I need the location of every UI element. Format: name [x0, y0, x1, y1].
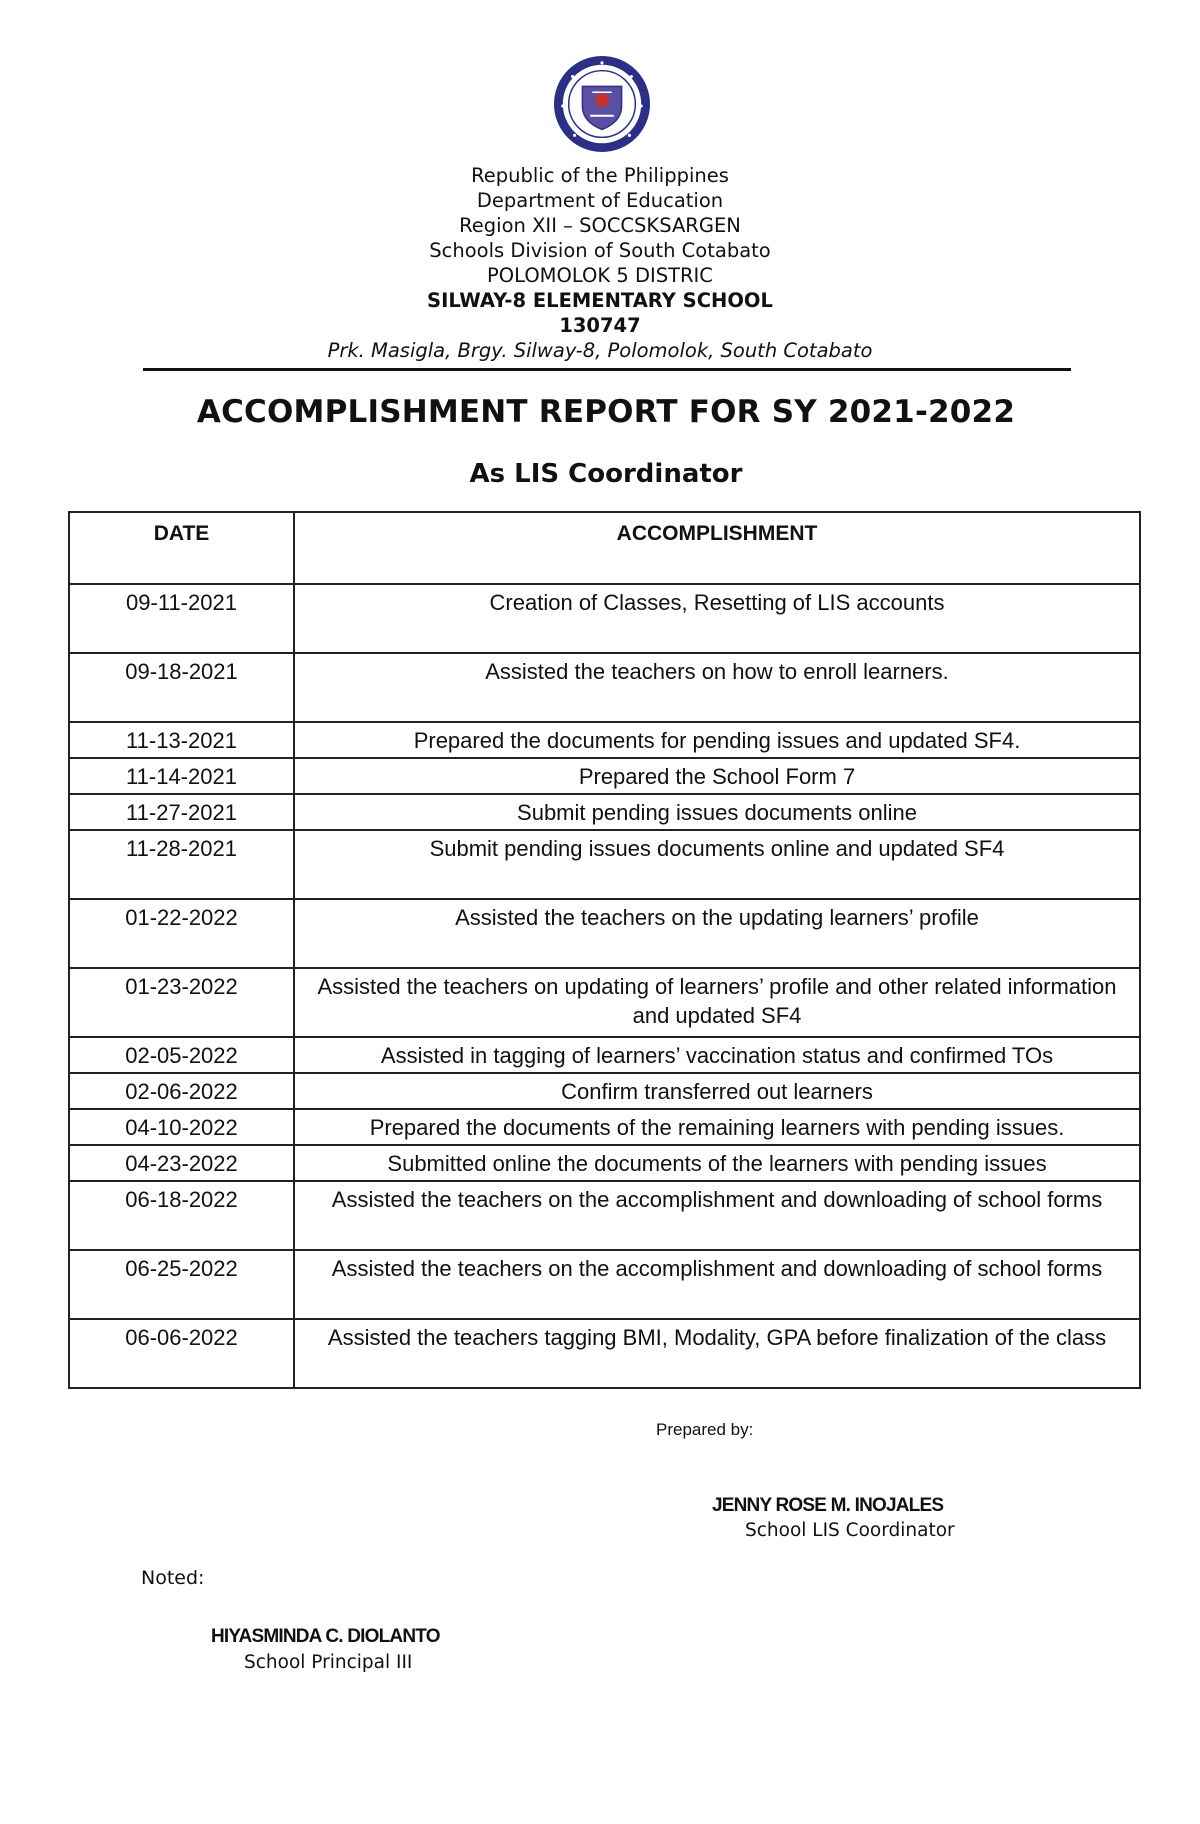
principal-name: HIYASMINDA C. DIOLANTO [211, 1626, 440, 1647]
column-header-date: DATE [69, 512, 294, 584]
table-row [69, 758, 1140, 794]
date-cell: 02-06-2022 [69, 1073, 294, 1109]
table-row [69, 1145, 1140, 1181]
accomplishment-cell: Submit pending issues documents online and updated SF4 [294, 830, 1140, 899]
date-cell: 01-22-2022 [69, 899, 294, 968]
table-row [69, 1073, 1140, 1109]
table-row [69, 1037, 1140, 1073]
table-row [69, 1181, 1140, 1250]
accomplishment-cell: Prepared the documents of the remaining learners with pending issues. [294, 1109, 1140, 1145]
school-name: SILWAY-8 ELEMENTARY SCHOOL [427, 289, 773, 312]
date-cell: 02-05-2022 [69, 1037, 294, 1073]
table-row [69, 968, 1140, 1037]
date-cell: 11-13-2021 [69, 722, 294, 758]
preparer-name: JENNY ROSE M. INOJALES [712, 1495, 944, 1516]
table-row [69, 830, 1140, 899]
date-cell: 09-18-2021 [69, 653, 294, 722]
header-district: POLOMOLOK 5 DISTRIC [487, 264, 713, 287]
table-row [69, 1250, 1140, 1319]
report-title: ACCOMPLISHMENT REPORT FOR SY 2021-2022 [196, 394, 1016, 430]
report-subtitle: As LIS Coordinator [469, 459, 743, 489]
accomplishment-cell: Prepared the School Form 7 [294, 758, 1140, 794]
prepared-by-label: Prepared by: [656, 1420, 754, 1439]
header-republic: Republic of the Philippines [471, 164, 729, 187]
date-cell: 09-11-2021 [69, 584, 294, 653]
table-header-row [69, 512, 1140, 584]
date-cell: 04-10-2022 [69, 1109, 294, 1145]
accomplishment-cell: Prepared the documents for pending issues and updated SF4. [294, 722, 1140, 758]
date-cell: 06-18-2022 [69, 1181, 294, 1250]
school-id: 130747 [559, 314, 641, 337]
column-header-accomplishment: ACCOMPLISHMENT [294, 512, 1140, 584]
accomplishment-cell: Creation of Classes, Resetting of LIS accounts [294, 584, 1140, 653]
accomplishment-cell: Confirm transferred out learners [294, 1073, 1140, 1109]
accomplishment-cell: Assisted the teachers on updating of learners’ profile and other related information and updated SF4 [294, 968, 1140, 1037]
accomplishment-table [68, 511, 1141, 1389]
date-cell: 06-06-2022 [69, 1319, 294, 1388]
accomplishment-cell: Assisted the teachers on the accomplishment and downloading of school forms [294, 1181, 1140, 1250]
table-row [69, 794, 1140, 830]
header-department: Department of Education [476, 189, 724, 212]
preparer-position: School LIS Coordinator [745, 1520, 955, 1541]
date-cell: 01-23-2022 [69, 968, 294, 1037]
header-division: Schools Division of South Cotabato [429, 239, 771, 262]
accomplishment-cell: Assisted the teachers on how to enroll learners. [294, 653, 1140, 722]
accomplishment-cell: Assisted the teachers on the accomplishment and downloading of school forms [294, 1250, 1140, 1319]
header-region: Region XII – SOCCSKSARGEN [459, 214, 741, 237]
noted-label: Noted: [141, 1567, 205, 1589]
date-cell: 11-27-2021 [69, 794, 294, 830]
principal-position: School Principal III [244, 1652, 413, 1673]
date-cell: 04-23-2022 [69, 1145, 294, 1181]
accomplishment-cell: Assisted the teachers tagging BMI, Modality, GPA before finalization of the class [294, 1319, 1140, 1388]
header-divider [143, 368, 1071, 371]
deped-seal-icon [553, 55, 651, 153]
table-row [69, 1319, 1140, 1388]
letterhead [0, 163, 1200, 363]
table-row [69, 722, 1140, 758]
date-cell: 11-28-2021 [69, 830, 294, 899]
table-row [69, 1109, 1140, 1145]
table-row [69, 653, 1140, 722]
date-cell: 06-25-2022 [69, 1250, 294, 1319]
school-address: Prk. Masigla, Brgy. Silway-8, Polomolok, South Cotabato [327, 339, 873, 362]
accomplishment-cell: Submit pending issues documents online [294, 794, 1140, 830]
date-cell: 11-14-2021 [69, 758, 294, 794]
accomplishment-cell: Assisted in tagging of learners’ vaccination status and confirmed TOs [294, 1037, 1140, 1073]
accomplishment-cell: Assisted the teachers on the updating learners’ profile [294, 899, 1140, 968]
accomplishment-cell: Submitted online the documents of the learners with pending issues [294, 1145, 1140, 1181]
table-row [69, 584, 1140, 653]
table-row [69, 899, 1140, 968]
